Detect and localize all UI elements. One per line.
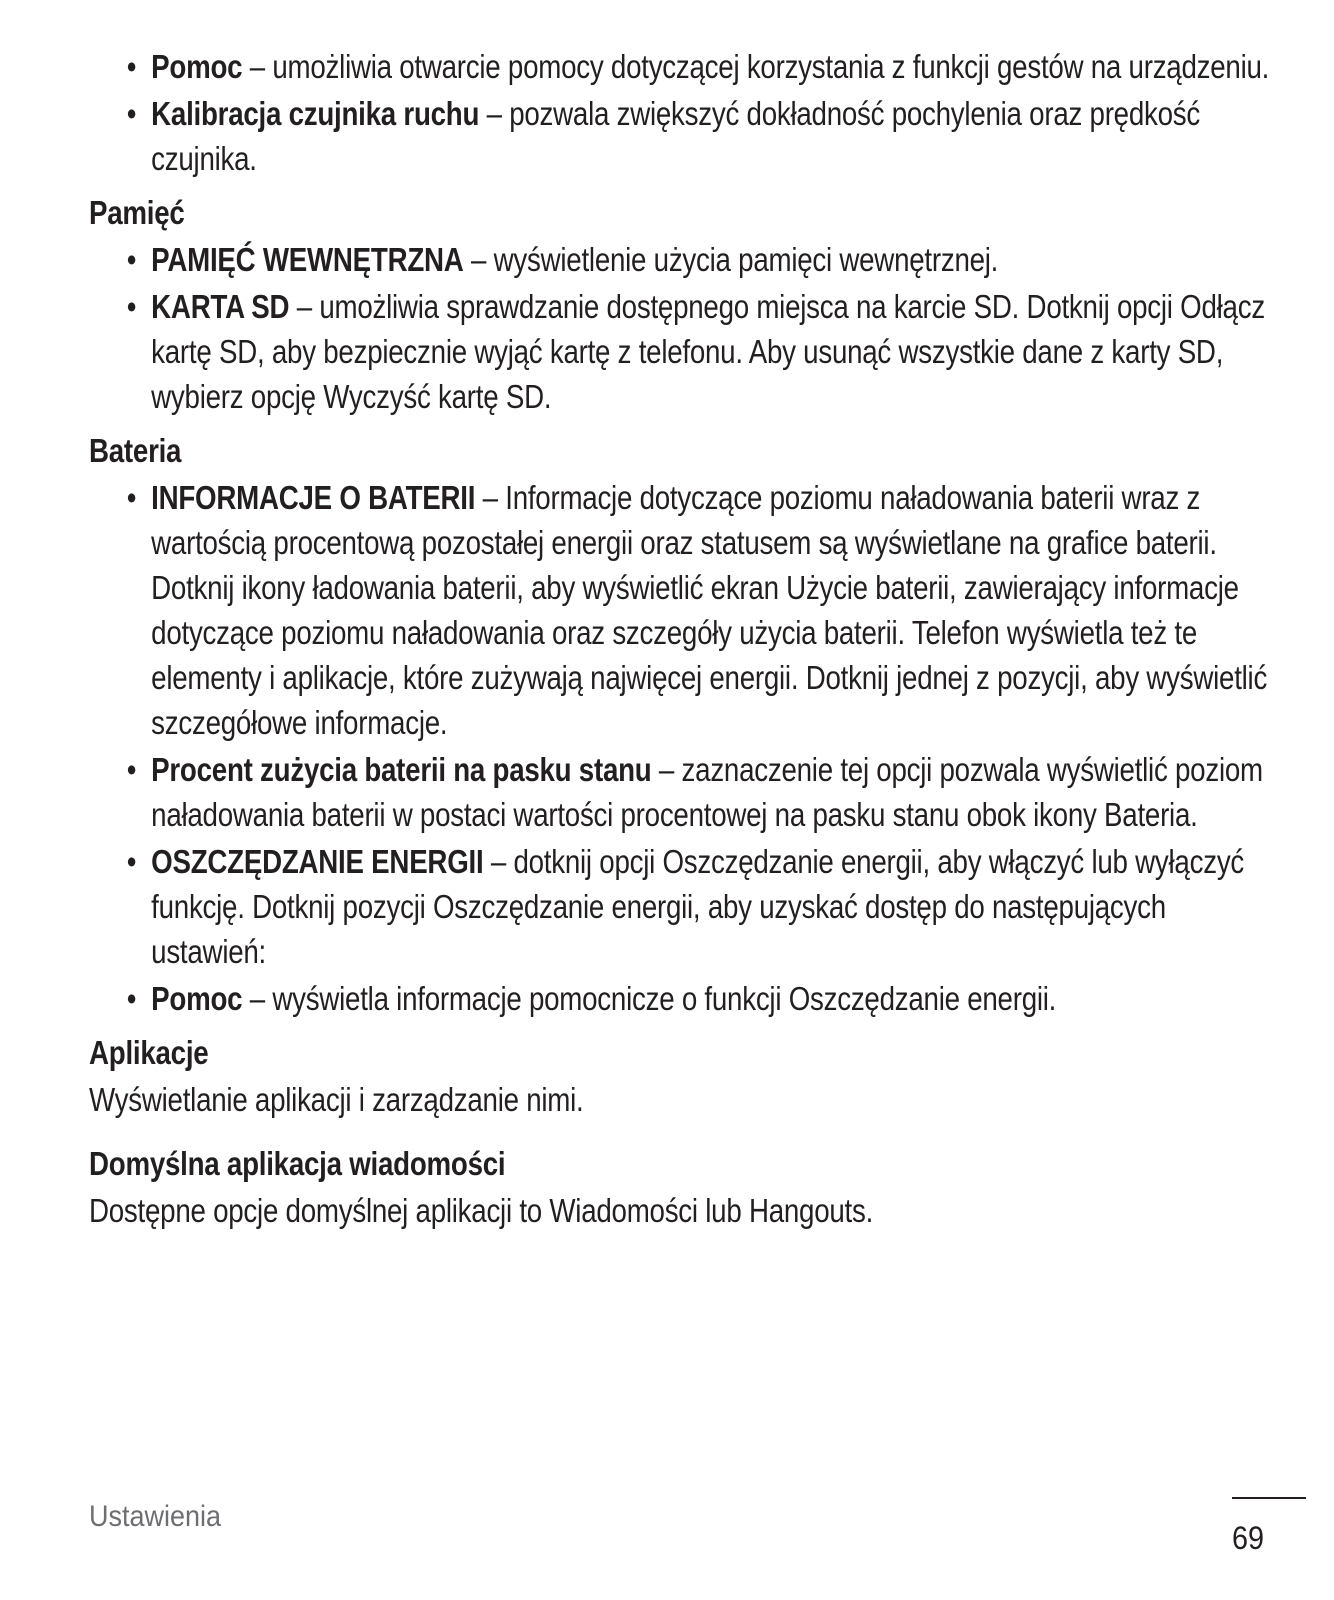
bullet-text: – umożliwia otwarcie pomocy dotyczącej korzystania z funkcji gestów na urządzeniu. <box>242 48 1270 85</box>
list-item <box>89 91 1269 181</box>
bullet-icon: • <box>126 751 137 788</box>
bullet-icon: • <box>126 980 137 1017</box>
bullet-icon: • <box>126 843 137 880</box>
bullet-term: Pomoc <box>151 980 243 1017</box>
list-item <box>89 976 1269 1021</box>
list-item <box>89 839 1269 974</box>
memory-bullet-list <box>89 237 1269 419</box>
default-messaging-description: Dostępne opcje domyślnej aplikacji to Wiadomości lub Hangouts. <box>89 1192 874 1229</box>
bullet-icon: • <box>126 48 137 85</box>
bullet-term: Kalibracja czujnika ruchu <box>151 95 480 132</box>
bullet-text: – pozwala zwiększyć dokładność pochylenia oraz prędkość czujnika. <box>151 95 1201 177</box>
footer-section-label: Ustawienia <box>89 1500 222 1533</box>
bullet-term: Pomoc <box>151 48 243 85</box>
bullet-term: PAMIĘĆ WEWNĘTRZNA <box>151 241 464 278</box>
bullet-term: INFORMACJE O BATERII <box>151 479 476 516</box>
bullet-text: – wyświetla informacje pomocnicze o funkcji Oszczędzanie energii. <box>242 980 1057 1017</box>
bullet-text: – Informacje dotyczące poziomu naładowania baterii wraz z wartością procentową pozostałej energii oraz statusem są wyświetlane na grafice baterii. Dotknij ikony ładowania baterii, aby wyświetlić ekran Użycie baterii, zawierający informacje dotyczące poziomu naładowania oraz szczegóły użycia baterii. Telefon wyświetla też te elementy i aplikacje, które zużywają najwięcej energii. Dotknij jednej z pozycji, aby wyświetlić szczegółowe informacje. <box>151 479 1268 741</box>
bullet-text: – umożliwia sprawdzanie dostępnego miejsca na karcie SD. Dotknij opcji Odłącz kartę SD, aby bezpiecznie wyjąć kartę z telefonu. Aby usunąć wszystkie dane z karty SD, wybierz opcję Wyczyść kartę SD. <box>151 288 1265 415</box>
bullet-icon: • <box>126 288 137 325</box>
page-content <box>89 44 1269 1237</box>
list-item <box>89 284 1269 419</box>
bullet-term: OSZCZĘDZANIE ENERGII <box>151 843 484 880</box>
list-item <box>89 44 1269 89</box>
list-item <box>89 475 1269 745</box>
section-spacer <box>89 1126 1269 1132</box>
bullet-icon: • <box>126 95 137 132</box>
bullet-text: – dotknij opcji Oszczędzanie energii, aby włączyć lub wyłączyć funkcję. Dotknij pozycji Oszczędzanie energii, aby uzyskać dostęp do następujących ustawień: <box>151 843 1245 970</box>
apps-heading: Aplikacje <box>89 1034 209 1071</box>
bullet-term: Procent zużycia baterii na pasku stanu <box>151 751 652 788</box>
bullet-text: – zaznaczenie tej opcji pozwala wyświetlić poziom naładowania baterii w postaci wartości procentowej na pasku stanu obok ikony Bateria. <box>151 751 1263 833</box>
default-messaging-heading: Domyślna aplikacja wiadomości <box>89 1145 506 1182</box>
bullet-text: – wyświetlenie użycia pamięci wewnętrznej. <box>463 241 999 278</box>
page-number: 69 <box>1232 1520 1265 1556</box>
battery-bullet-list <box>89 475 1269 1021</box>
bullet-icon: • <box>126 479 137 516</box>
footer-divider <box>1232 1497 1306 1499</box>
text-column <box>89 44 1269 1233</box>
list-item <box>89 747 1269 837</box>
bullet-term: KARTA SD <box>151 288 290 325</box>
intro-bullet-list <box>89 44 1269 181</box>
bullet-icon: • <box>126 241 137 278</box>
list-item <box>89 237 1269 282</box>
memory-heading: Pamięć <box>89 194 185 231</box>
battery-heading: Bateria <box>89 432 182 469</box>
apps-description: Wyświetlanie aplikacji i zarządzanie nimi. <box>89 1081 584 1118</box>
